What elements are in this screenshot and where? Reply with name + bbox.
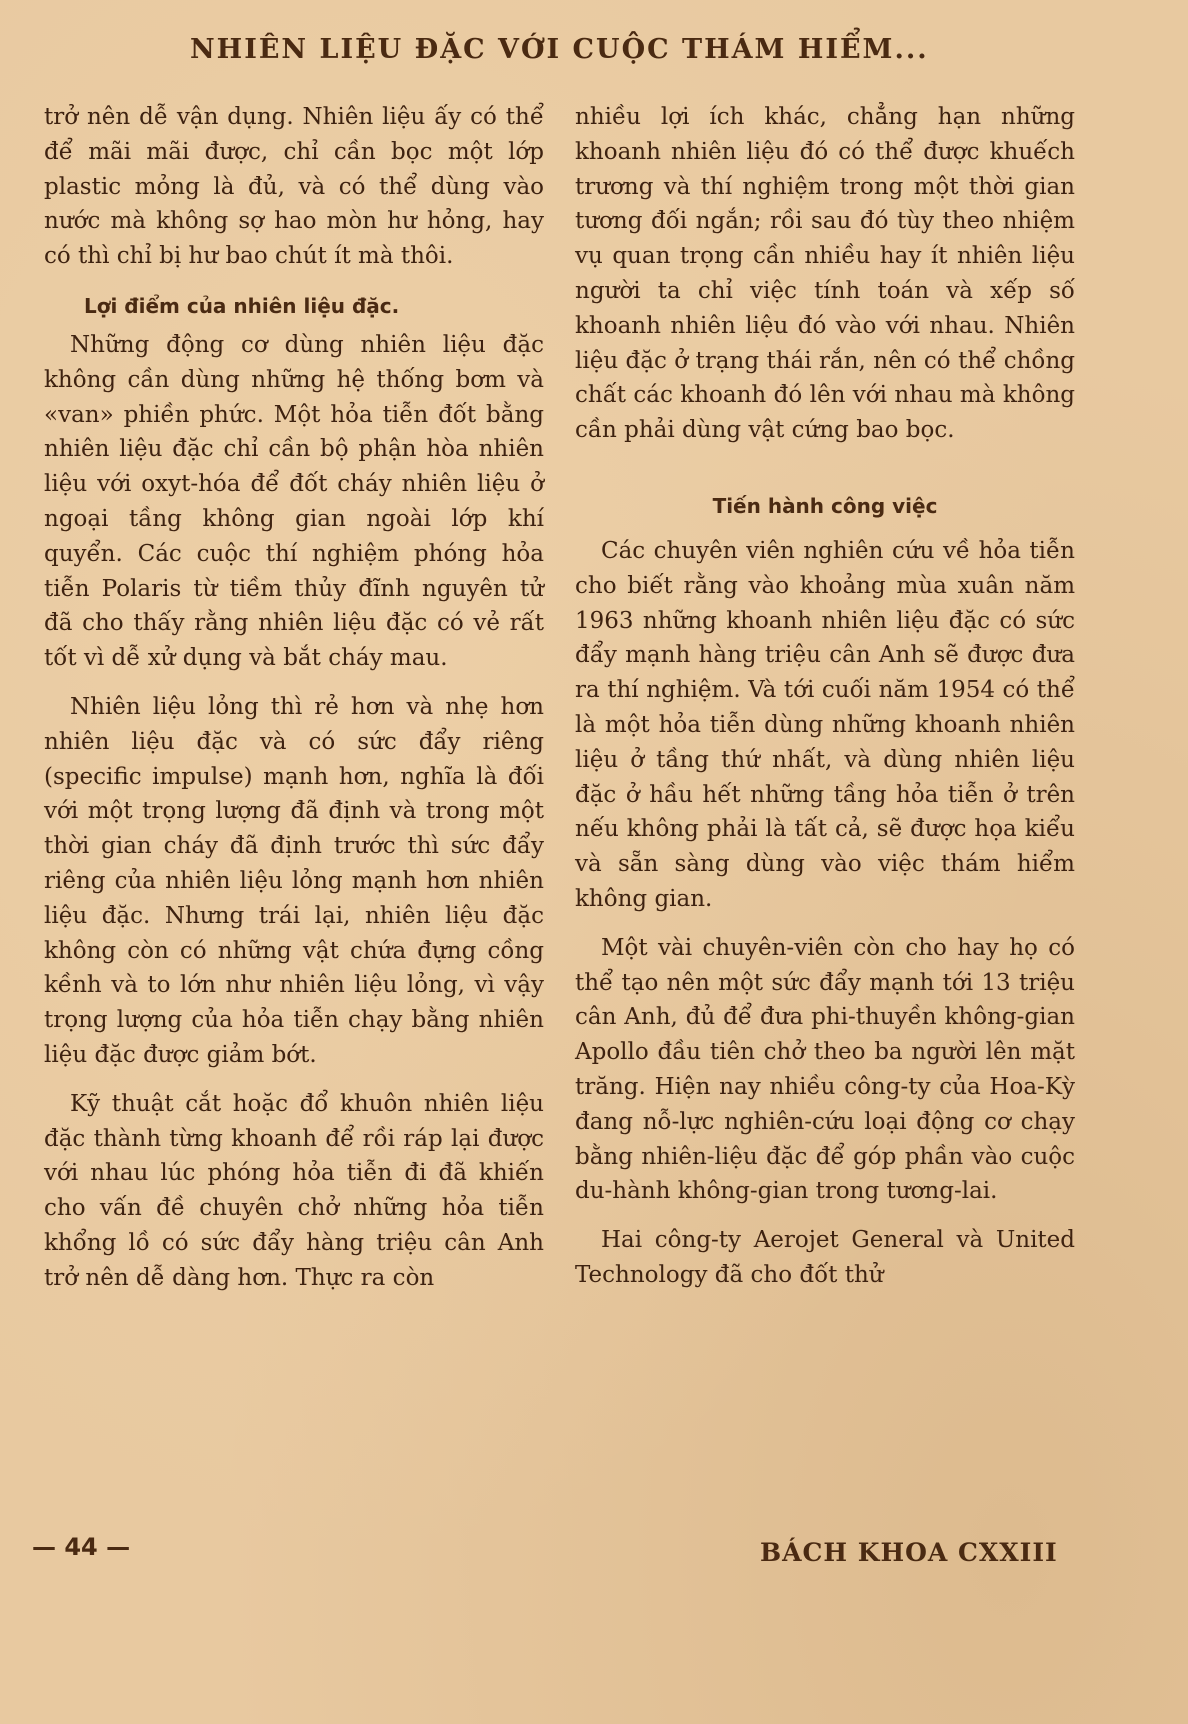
running-header: NHIÊN LIỆU ĐẶC VỚI CUỘC THÁM HIỂM... <box>190 34 929 65</box>
section-heading: Lợi điểm của nhiên liệu đặc. <box>84 293 400 318</box>
right-column <box>575 100 1075 1307</box>
paragraph: nhiều lợi ích khác, chẳng hạn những khoanh nhiên liệu đó có thể được khuếch trương và thí nghiệm trong một thời gian tương đối ngắn; rồi sau đó tùy theo nhiệm vụ quan trọng cần nhiều hay ít nhiên liệu người ta chỉ việc tính toán và xếp số khoanh nhiên liệu đó vào với nhau. Nhiên liệu đặc ở trạng thái rắn, nên có thể chồng chất các khoanh đó lên với nhau mà không cần phải dùng vật cứng bao bọc. <box>575 104 1075 444</box>
paragraph: Những động cơ dùng nhiên liệu đặc không cần dùng những hệ thống bơm và «van» phiền phức. Một hỏa tiễn đốt bằng nhiên liệu đặc chỉ cần bộ phận hòa nhiên liệu với oxyt-hóa để đốt cháy nhiên liệu ở ngoại tầng không gian ngoài lớp khí quyển. Các cuộc thí nghiệm phóng hỏa tiễn Polaris từ tiềm thủy đĩnh nguyên tử đã cho thấy rằng nhiên liệu đặc có vẻ rất tốt vì dễ xử dụng và bắt cháy mau. <box>44 331 544 672</box>
paragraph: trở nên dễ vận dụng. Nhiên liệu ấy có thể để mãi mãi được, chỉ cần bọc một lớp plastic mỏng là đủ, và có thể dùng vào nước mà không sợ hao mòn hư hỏng, hay có thì chỉ bị hư bao chút ít mà thôi. <box>44 104 544 270</box>
paragraph: Hai công-ty Aerojet General và United Technology đã cho đốt thử <box>575 1227 1075 1288</box>
left-column <box>44 100 544 1310</box>
paragraph: Các chuyên viên nghiên cứu về hỏa tiễn cho biết rằng vào khoảng mùa xuân năm 1963 những khoanh nhiên liệu đặc có sức đẩy mạnh hàng triệu cân Anh sẽ được đưa ra thí nghiệm. Và tới cuối năm 1954 có thể là một hỏa tiễn dùng những khoanh nhiên liệu ở tầng thứ nhất, và dùng nhiên liệu đặc ở hầu hết những tầng hỏa tiễn ở trên nếu không phải là tất cả, sẽ được họa kiểu và sẵn sàng dùng vào việc thám hiểm không gian. <box>575 537 1075 912</box>
publication-name: BÁCH KHOA CXXIII <box>760 1538 1058 1567</box>
section-heading: Tiến hành công việc <box>712 493 938 518</box>
paragraph: Nhiên liệu lỏng thì rẻ hơn và nhẹ hơn nhiên liệu đặc và có sức đẩy riêng (specific impulse) mạnh hơn, nghĩa là đối với một trọng lượng đã định và trong một thời gian cháy đã định trước thì sức đẩy riêng của nhiên liệu lỏng mạnh hơn nhiên liệu đặc. Nhưng trái lại, nhiên liệu đặc không còn có những vật chứa đựng cồng kềnh và to lớn như nhiên liệu lỏng, vì vậy trọng lượng của hỏa tiễn chạy bằng nhiên liệu đặc được giảm bớt. <box>44 693 544 1068</box>
paragraph: Kỹ thuật cắt hoặc đổ khuôn nhiên liệu đặc thành từng khoanh để rồi ráp lại được với nhau lúc phóng hỏa tiễn đi đã khiến cho vấn đề chuyên chở những hỏa tiễn khổng lồ có sức đẩy hàng triệu cân Anh trở nên dễ dàng hơn. Thực ra còn <box>44 1090 544 1291</box>
paragraph: Một vài chuyên-viên còn cho hay họ có thể tạo nên một sức đẩy mạnh tới 13 triệu cân Anh, đủ để đưa phi-thuyền không-gian Apollo đầu tiên chở theo ba người lên mặt trăng. Hiện nay nhiều công-ty của Hoa-Kỳ đang nỗ-lực nghiên-cứu loại động cơ chạy bằng nhiên-liệu đặc để góp phần vào cuộc du-hành không-gian trong tương-lai. <box>575 934 1075 1205</box>
page-number: — 44 — <box>32 1533 131 1561</box>
